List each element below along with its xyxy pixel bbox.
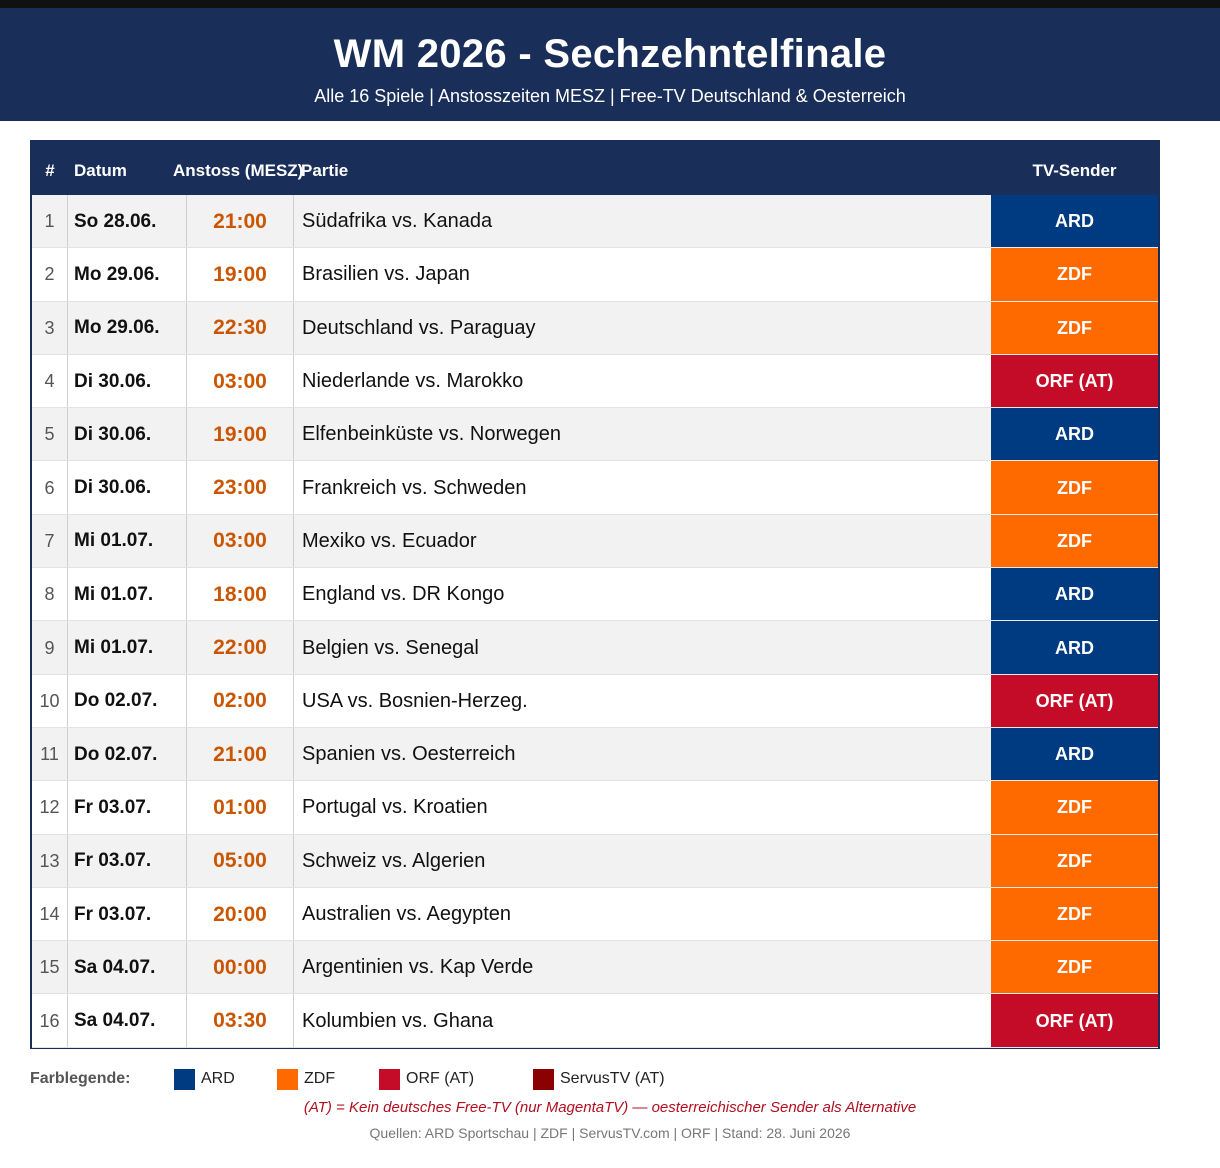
tv-channel-badge: ORF (AT): [991, 355, 1158, 408]
kickoff-time: 00:00: [187, 941, 294, 994]
kickoff-time: 21:00: [187, 728, 294, 781]
legend-item-zdf: [277, 1067, 335, 1091]
table-row: [32, 355, 1158, 408]
row-number: 3: [32, 302, 68, 355]
row-number: 6: [32, 461, 68, 514]
tv-channel-badge: ZDF: [991, 781, 1158, 834]
tv-divider: [991, 1047, 1158, 1048]
tv-channel-badge: ZDF: [991, 515, 1158, 568]
tv-channel-badge: ORF (AT): [991, 994, 1158, 1047]
legend-swatch-servustv: [533, 1069, 554, 1090]
top-border: [0, 0, 1220, 8]
page-title: WM 2026 - Sechzehntelfinale: [333, 32, 887, 76]
match-date: So 28.06.: [68, 195, 187, 248]
match-teams: Portugal vs. Kroatien: [302, 796, 488, 819]
column-header-match: Partie: [301, 161, 349, 180]
match-date: Mo 29.06.: [68, 302, 187, 355]
page-header: [0, 8, 1220, 121]
kickoff-time: 03:00: [187, 515, 294, 568]
column-header-number: #: [45, 161, 55, 180]
footnote: (AT) = Kein deutsches Free-TV (nur MagentaTV) — oesterreichischer Sender als Alternative: [303, 1099, 917, 1116]
tv-channel-badge: ZDF: [991, 461, 1158, 514]
match-teams: Frankreich vs. Schweden: [302, 476, 527, 499]
row-number: 10: [32, 675, 68, 728]
row-number: 2: [32, 248, 68, 301]
kickoff-time: 19:00: [187, 248, 294, 301]
row-number: 9: [32, 621, 68, 674]
match-date: Mi 01.07.: [68, 568, 187, 621]
tv-channel-badge: ARD: [991, 621, 1158, 674]
legend-swatch-zdf: [277, 1069, 298, 1090]
match-date: Mi 01.07.: [68, 515, 187, 568]
match-teams: Deutschland vs. Paraguay: [302, 316, 536, 339]
table-row: [32, 248, 1158, 301]
column-header-tv: TV-Sender: [1032, 161, 1117, 180]
match-teams: Brasilien vs. Japan: [302, 263, 470, 286]
table-row: [32, 994, 1158, 1047]
table-row: [32, 568, 1158, 621]
match-teams: England vs. DR Kongo: [302, 583, 505, 606]
kickoff-time: 05:00: [187, 835, 294, 888]
tv-channel-badge: ARD: [991, 568, 1158, 621]
row-number: 5: [32, 408, 68, 461]
column-header-date: Datum: [74, 161, 127, 180]
legend-label: Farblegende:: [30, 1070, 131, 1087]
tv-channel-badge: ORF (AT): [991, 675, 1158, 728]
match-teams: Elfenbeinküste vs. Norwegen: [302, 423, 562, 446]
table-row: [32, 461, 1158, 514]
row-number: 8: [32, 568, 68, 621]
kickoff-time: 21:00: [187, 195, 294, 248]
schedule-table: [30, 140, 1160, 1049]
legend-item-label: ZDF: [304, 1070, 336, 1087]
match-teams: Argentinien vs. Kap Verde: [302, 956, 534, 979]
kickoff-time: 22:30: [187, 302, 294, 355]
sources-line: Quellen: ARD Sportschau | ZDF | ServusTV.com | ORF | Stand: 28. Juni 2026: [369, 1125, 851, 1141]
row-divider: [32, 1047, 1158, 1048]
table-header: [32, 142, 1158, 195]
match-date: Do 02.07.: [68, 728, 187, 781]
kickoff-time: 22:00: [187, 621, 294, 674]
match-date: Do 02.07.: [68, 675, 187, 728]
match-date: Sa 04.07.: [68, 941, 187, 994]
legend-item-servustv: [533, 1067, 665, 1091]
table-row: [32, 941, 1158, 994]
table-row: [32, 408, 1158, 461]
tv-channel-badge: ZDF: [991, 302, 1158, 355]
color-legend: [30, 1067, 1190, 1091]
match-teams: Spanien vs. Oesterreich: [302, 743, 516, 766]
legend-item-ard: [174, 1067, 235, 1091]
table-row: [32, 621, 1158, 674]
table-row: [32, 835, 1158, 888]
page-subtitle: Alle 16 Spiele | Anstosszeiten MESZ | Free-TV Deutschland & Oesterreich: [314, 86, 906, 106]
kickoff-time: 02:00: [187, 675, 294, 728]
row-number: 7: [32, 515, 68, 568]
kickoff-time: 03:00: [187, 355, 294, 408]
table-body: [32, 195, 1158, 1048]
kickoff-time: 18:00: [187, 568, 294, 621]
row-number: 15: [32, 941, 68, 994]
tv-channel-badge: ZDF: [991, 835, 1158, 888]
table-row: [32, 728, 1158, 781]
column-header-kickoff: Anstoss (MESZ): [173, 161, 304, 180]
match-date: Fr 03.07.: [68, 781, 187, 834]
tv-channel-badge: ARD: [991, 195, 1158, 248]
table-row: [32, 888, 1158, 941]
kickoff-time: 03:30: [187, 994, 294, 1047]
legend-item-label: ARD: [201, 1070, 235, 1087]
kickoff-time: 19:00: [187, 408, 294, 461]
row-number: 4: [32, 355, 68, 408]
match-date: Mi 01.07.: [68, 621, 187, 674]
tv-channel-badge: ZDF: [991, 248, 1158, 301]
tv-channel-badge: ZDF: [991, 941, 1158, 994]
kickoff-time: 23:00: [187, 461, 294, 514]
table-row: [32, 302, 1158, 355]
match-teams: Niederlande vs. Marokko: [302, 370, 524, 393]
row-number: 16: [32, 994, 68, 1047]
match-teams: Kolumbien vs. Ghana: [302, 1009, 494, 1032]
tv-channel-badge: ARD: [991, 728, 1158, 781]
match-date: Di 30.06.: [68, 408, 187, 461]
match-date: Di 30.06.: [68, 355, 187, 408]
legend-item-label: ServusTV (AT): [560, 1070, 665, 1087]
match-teams: Südafrika vs. Kanada: [302, 210, 493, 233]
table-row: [32, 515, 1158, 568]
row-number: 13: [32, 835, 68, 888]
row-number: 1: [32, 195, 68, 248]
row-number: 14: [32, 888, 68, 941]
legend-swatch-orf: [379, 1069, 400, 1090]
legend-swatch-ard: [174, 1069, 195, 1090]
match-date: Mo 29.06.: [68, 248, 187, 301]
row-number: 11: [32, 728, 68, 781]
match-date: Di 30.06.: [68, 461, 187, 514]
match-date: Fr 03.07.: [68, 835, 187, 888]
match-date: Fr 03.07.: [68, 888, 187, 941]
row-number: 12: [32, 781, 68, 834]
table-row: [32, 781, 1158, 834]
tv-channel-badge: ZDF: [991, 888, 1158, 941]
kickoff-time: 01:00: [187, 781, 294, 834]
match-date: Sa 04.07.: [68, 994, 187, 1047]
match-teams: Australien vs. Aegypten: [302, 903, 512, 925]
match-teams: Mexiko vs. Ecuador: [302, 529, 477, 552]
match-teams: USA vs. Bosnien-Herzeg.: [302, 689, 528, 712]
tv-channel-badge: ARD: [991, 408, 1158, 461]
legend-item-orf: [379, 1067, 474, 1091]
table-row: [32, 195, 1158, 248]
kickoff-time: 20:00: [187, 888, 294, 941]
legend-item-label: ORF (AT): [406, 1070, 475, 1087]
match-teams: Schweiz vs. Algerien: [302, 849, 486, 872]
table-row: [32, 675, 1158, 728]
match-teams: Belgien vs. Senegal: [302, 636, 479, 659]
